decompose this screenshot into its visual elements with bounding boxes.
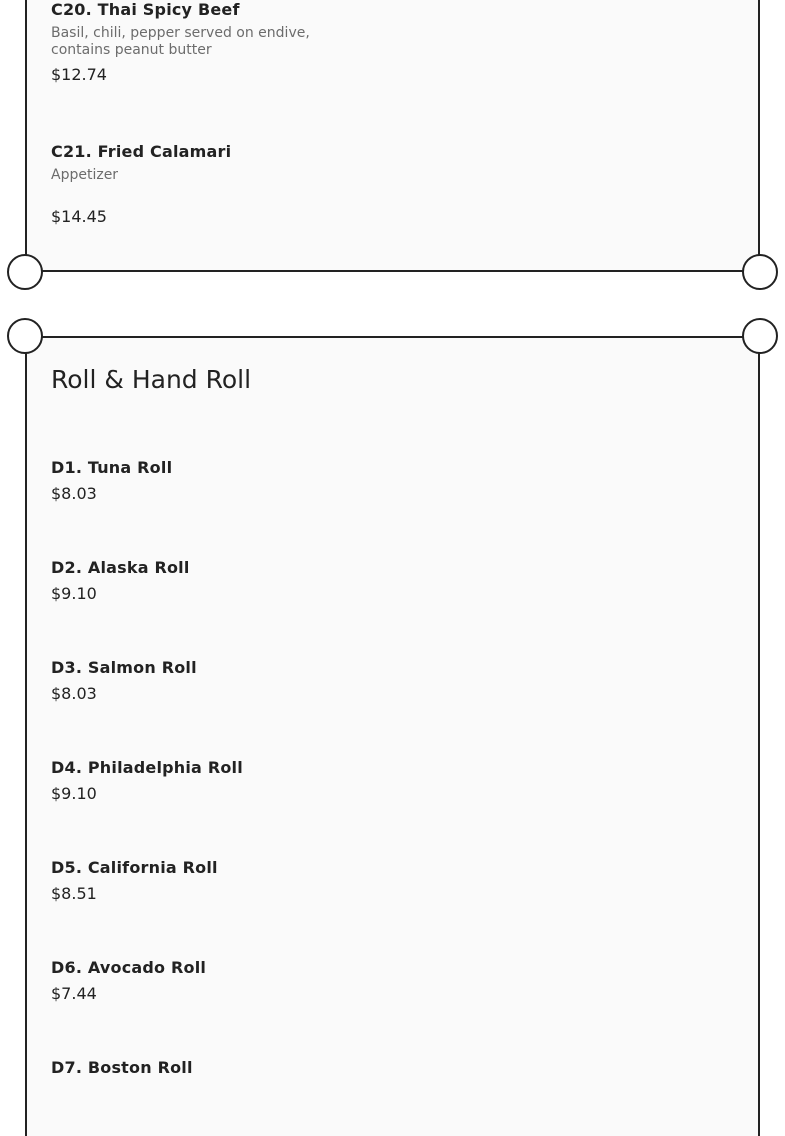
menu-item[interactable]: [51, 658, 451, 704]
corner-notch: [742, 254, 778, 290]
menu-item-description: Appetizer: [51, 167, 119, 183]
menu-section-card: [25, 0, 760, 272]
menu-item-name: C20. Thai Spicy Beef: [51, 0, 240, 19]
menu-item-price: $14.45: [51, 207, 107, 226]
menu-item-price: $7.44: [51, 984, 97, 1003]
menu-item-price: $8.03: [51, 684, 97, 703]
menu-item-price: $8.51: [51, 884, 97, 903]
menu-item-name: D5. California Roll: [51, 858, 218, 877]
corner-notch: [742, 318, 778, 354]
menu-item-price: $9.10: [51, 584, 97, 603]
menu-item-name: C21. Fried Calamari: [51, 142, 232, 161]
menu-item-price: $9.10: [51, 784, 97, 803]
menu-item-name: D1. Tuna Roll: [51, 458, 173, 477]
menu-item[interactable]: [51, 142, 451, 227]
menu-item-name: D2. Alaska Roll: [51, 558, 190, 577]
section-title: Roll & Hand Roll: [51, 365, 252, 394]
corner-notch: [7, 254, 43, 290]
menu-item-name: D4. Philadelphia Roll: [51, 758, 243, 777]
corner-notch: [7, 318, 43, 354]
menu-item[interactable]: [51, 858, 451, 904]
menu-item-description: Basil, chili, pepper served on endive, contains peanut butter: [51, 25, 310, 58]
menu-item[interactable]: [51, 958, 451, 1004]
menu-item-name: D6. Avocado Roll: [51, 958, 207, 977]
menu-item-name: D3. Salmon Roll: [51, 658, 197, 677]
menu-item-name: D7. Boston Roll: [51, 1058, 193, 1077]
menu-item-price: $8.03: [51, 484, 97, 503]
menu-item-price: $12.74: [51, 65, 107, 84]
menu-item[interactable]: [51, 558, 451, 604]
menu-item[interactable]: [51, 758, 451, 804]
menu-item[interactable]: [51, 458, 451, 504]
menu-item[interactable]: [51, 0, 451, 85]
menu-item[interactable]: [51, 1058, 451, 1084]
menu-section-card: [25, 336, 760, 1136]
